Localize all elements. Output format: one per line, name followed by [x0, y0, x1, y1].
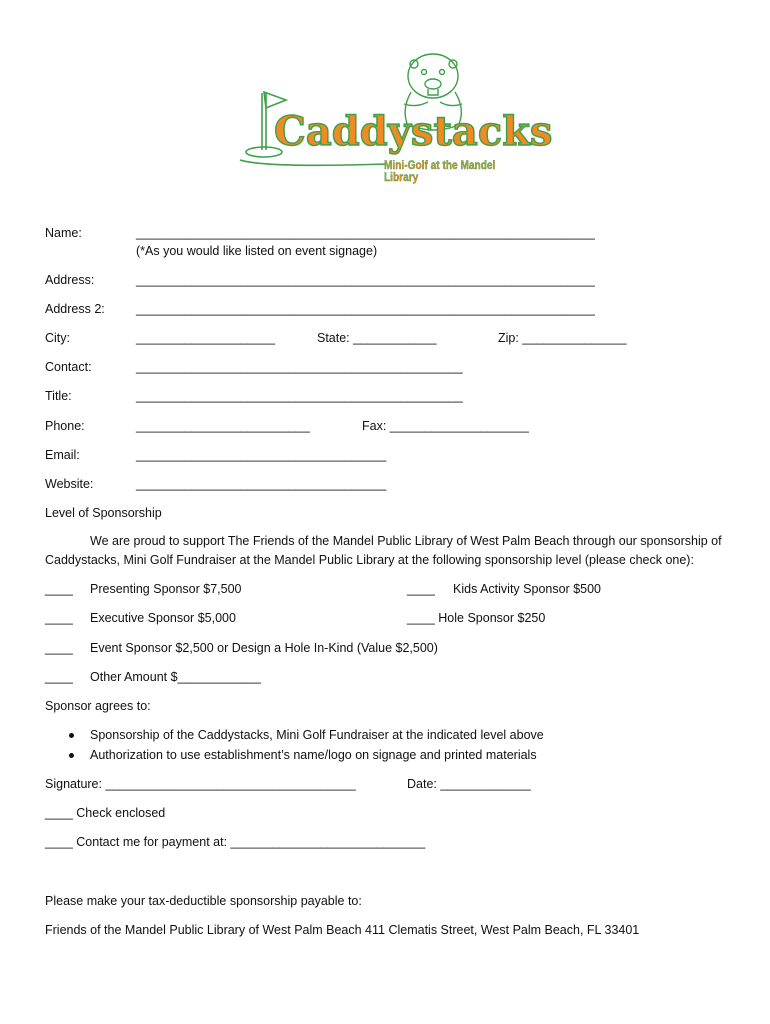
zip-field[interactable]: Zip: _______________	[498, 331, 627, 345]
address2-label: Address 2:	[45, 302, 105, 316]
email-field[interactable]: ____________________________________	[136, 448, 387, 462]
address2-field[interactable]: __________________________________________________________________	[136, 302, 595, 316]
title-label: Title:	[45, 389, 72, 403]
caddystacks-logo	[236, 50, 553, 184]
presenting-checkbox[interactable]: ____	[45, 582, 73, 596]
fax-field[interactable]: Fax: ____________________	[362, 419, 529, 433]
sponsorship-heading: Level of Sponsorship	[45, 506, 162, 520]
library-address: Friends of the Mandel Public Library of West Palm Beach 411 Clematis Street, West Palm Beach, FL 33401	[45, 923, 640, 937]
payable-to-text: Please make your tax-deductible sponsorship payable to:	[45, 894, 362, 908]
name-signage-note: (*As you would like listed on event signage)	[136, 244, 378, 258]
name-field[interactable]: __________________________________________________________________	[136, 226, 595, 240]
phone-field[interactable]: _________________________	[136, 419, 310, 433]
executive-checkbox[interactable]: ____	[45, 611, 73, 625]
contact-field[interactable]: _______________________________________________	[136, 360, 463, 374]
logo-title: Caddystacks	[274, 108, 553, 155]
signature-field[interactable]: Signature: ____________________________________	[45, 777, 356, 791]
address-field[interactable]: __________________________________________________________________	[136, 273, 595, 287]
email-label: Email:	[45, 448, 80, 462]
contact-payment-option[interactable]: ____ Contact me for payment at: ____________________________	[45, 835, 426, 849]
event-option: Event Sponsor $2,500 or Design a Hole In-Kind (Value $2,500)	[90, 641, 438, 655]
event-checkbox[interactable]: ____	[45, 641, 73, 655]
presenting-option: Presenting Sponsor $7,500	[90, 582, 242, 596]
address-label: Address:	[45, 273, 95, 287]
agreement-heading: Sponsor agrees to:	[45, 699, 151, 713]
website-label: Website:	[45, 477, 94, 491]
city-label: City:	[45, 331, 70, 345]
sponsorship-intro	[45, 532, 725, 570]
contact-label: Contact:	[45, 360, 92, 374]
executive-option: Executive Sponsor $5,000	[90, 611, 236, 625]
agreement-item: Authorization to use establishment’s name/logo on signage and printed materials	[45, 746, 544, 766]
agreement-list	[45, 726, 544, 765]
sponsorship-intro-text: We are proud to support The Friends of the Mandel Public Library of West Palm Beach through our sponsorship of Caddystacks, Mini Golf Fundraiser at the Mandel Public Library at the following sponsorship level (please check one):	[45, 534, 722, 567]
hole-option[interactable]: ____ Hole Sponsor $250	[407, 611, 546, 625]
date-field[interactable]: Date: _____________	[407, 777, 531, 791]
name-label: Name:	[45, 226, 82, 240]
other-checkbox[interactable]: ____	[45, 670, 73, 684]
other-amount-option[interactable]: Other Amount $____________	[90, 670, 261, 684]
title-field[interactable]: _______________________________________________	[136, 389, 463, 403]
agreement-item: Sponsorship of the Caddystacks, Mini Golf Fundraiser at the indicated level above	[45, 726, 544, 746]
kids-checkbox[interactable]: ____	[407, 582, 435, 596]
logo-subtitle: Mini-Golf at the Mandel Library	[384, 160, 496, 184]
city-field[interactable]: ____________________	[136, 331, 276, 345]
kids-option: Kids Activity Sponsor $500	[453, 582, 601, 596]
phone-label: Phone:	[45, 419, 85, 433]
website-field[interactable]: ____________________________________	[136, 477, 387, 491]
state-field[interactable]: State: ____________	[317, 331, 437, 345]
check-enclosed-option[interactable]: ____ Check enclosed	[45, 806, 166, 820]
